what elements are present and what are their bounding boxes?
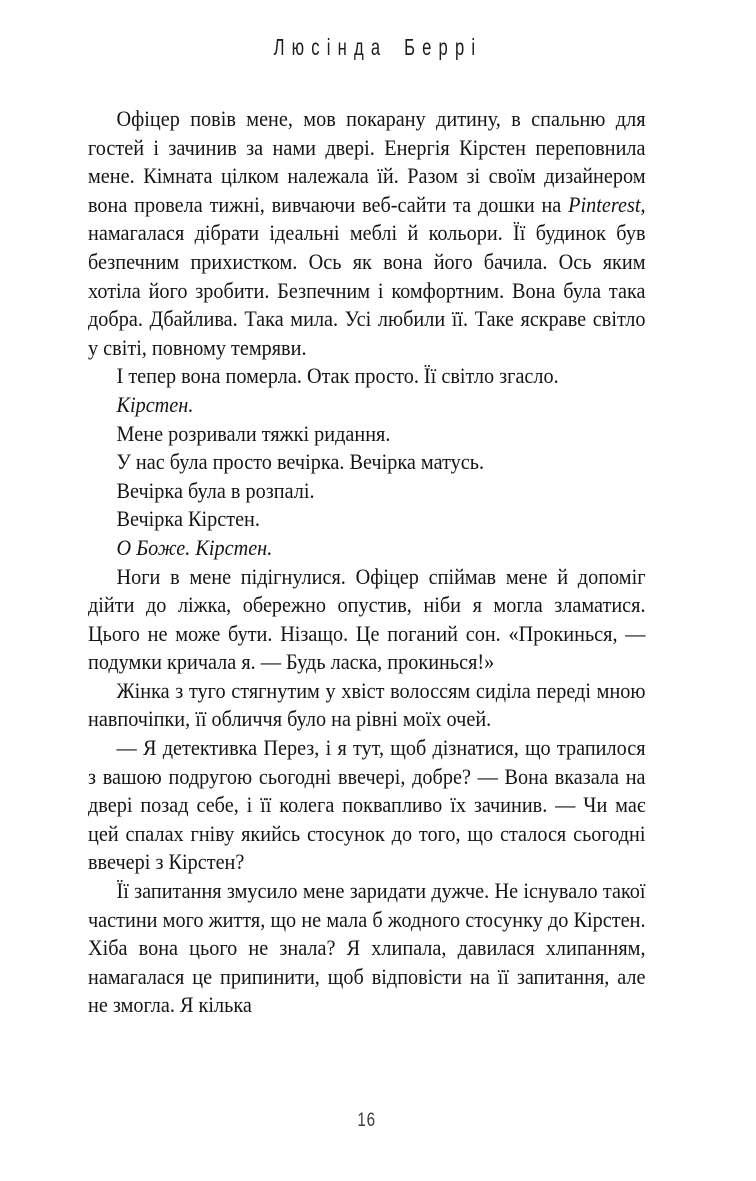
paragraph bbox=[88, 105, 646, 362]
running-header bbox=[0, 34, 756, 61]
paragraph bbox=[88, 477, 646, 506]
paragraph bbox=[88, 391, 646, 420]
paragraph bbox=[88, 734, 646, 877]
text-segment: Вечірка Кірстен. bbox=[116, 506, 260, 532]
paragraph bbox=[88, 877, 646, 1020]
page-number: 16 bbox=[357, 1110, 376, 1131]
text-segment: Мене розривали тяжкі ридання. bbox=[116, 420, 391, 446]
italic-text-segment: О Боже. Кірстен. bbox=[116, 534, 273, 560]
text-segment: , намагалася дібрати ідеальні меблі й кольори. Її будинок був безпечним прихистком. Ось як вона його бачила. Ось яким хотіла його зробити. Безпечним і комфортним. Вона була така добра. Дбайлива. Така мила. Усі любили її. Таке яскраве світло у світі, повному темряви. bbox=[88, 191, 646, 360]
paragraph bbox=[88, 677, 646, 734]
text-segment: Офіцер повів мене, мов покарану дитину, в спальню для гостей і зачинив за нами двері. Енергія Кірстен переповнила мене. Кімната цілком належала їй. Разом зі своїм дизайнером вона провела тижні, вивчаючи веб-сайти та дошки на bbox=[88, 106, 646, 217]
page-footer bbox=[88, 1110, 645, 1132]
italic-text-segment: Кірстен. bbox=[116, 391, 194, 417]
author-name: Люсінда Беррі bbox=[273, 34, 483, 60]
paragraph bbox=[88, 563, 646, 677]
text-segment: Її запитання змусило мене заридати дужче. Не існувало такої частини мого життя, що не мала б жодного стосунку до Кірстен. Хіба вона цього не знала? Я хлипала, давилася хлипанням, намагалася це припинити, щоб відповісти на її запитання, але не змогла. Я кілька bbox=[88, 878, 646, 1018]
text-segment: — Я детективка Перез, і я тут, щоб дізнатися, що трапилося з вашою подругою сьогодні ввечері, добре? — Вона вказала на двері позад себе, і її колега поквапливо їх зачинив. — Чи має цей спалах гніву якийсь стосунок до того, що сталося сьогодні ввечері з Кірстен? bbox=[88, 735, 646, 875]
text-segment: Вечірка була в розпалі. bbox=[116, 477, 315, 503]
paragraph bbox=[88, 362, 646, 391]
paragraph bbox=[88, 420, 646, 449]
text-segment: У нас була просто вечірка. Вечірка матусь. bbox=[116, 449, 485, 475]
paragraph bbox=[88, 448, 646, 477]
text-segment: Ноги в мене підігнулися. Офіцер спіймав мене й допоміг дійти до ліжка, обережно опустив, ніби я могла зламатися. Цього не може бути. Нізащо. Це поганий сон. «Прокинься, — подумки кричала я. — Будь ласка, прокинься!» bbox=[88, 563, 646, 675]
paragraph bbox=[88, 505, 646, 534]
page-body bbox=[88, 105, 646, 1020]
text-segment: І тепер вона померла. Отак просто. Її світло згасло. bbox=[116, 363, 559, 389]
paragraph bbox=[88, 534, 646, 563]
text-segment: Жінка з туго стягнутим у хвіст волоссям сиділа переді мною навпочіпки, її обличчя було на рівні моїх очей. bbox=[88, 677, 646, 732]
italic-text-segment: Pinterest bbox=[568, 191, 641, 217]
